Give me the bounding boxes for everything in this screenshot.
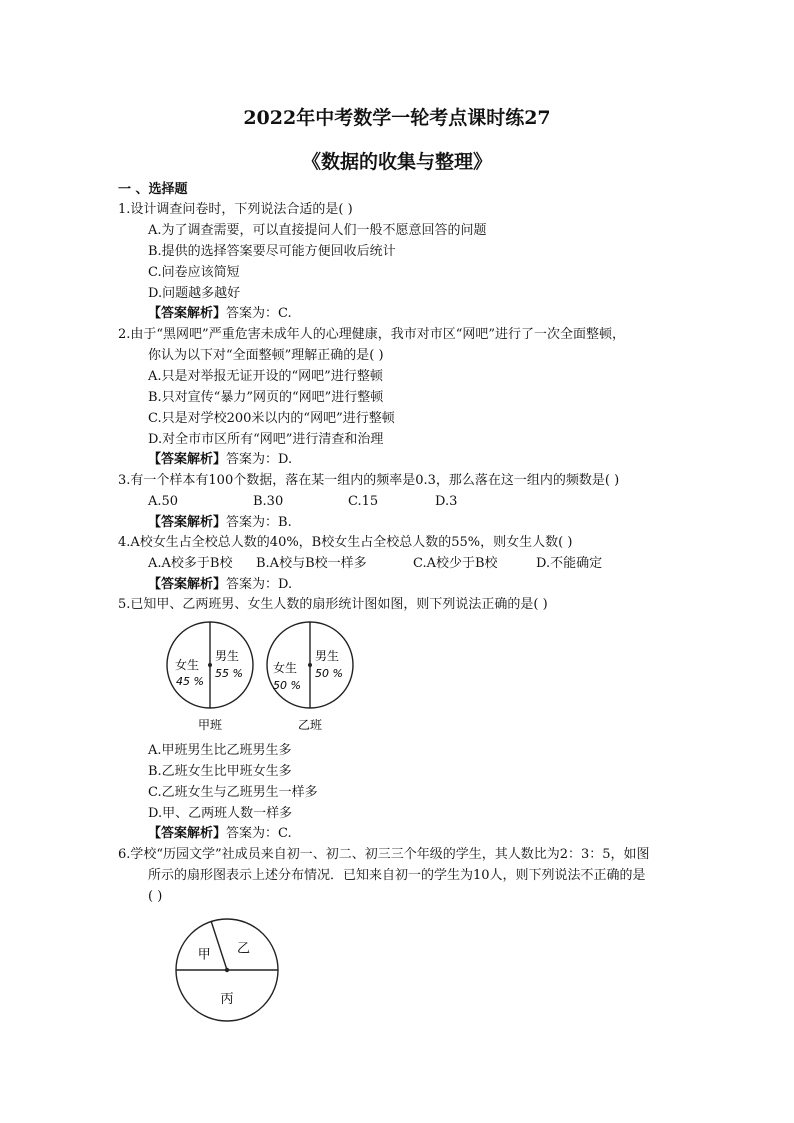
- question-5-option-d: D.甲、乙两班人数一样多: [148, 806, 293, 821]
- pie-label-bing: 丙: [220, 992, 234, 1008]
- question-2-stem: 2.由于“黑网吧”严重危害未成年人的心理健康，我市对市区“网吧”进行了一次全面整顿，: [118, 327, 625, 342]
- pie-label-girls: 女生: [175, 658, 200, 672]
- question-6-stem: 6.学校“历园文学”社成员来自初一、初二、初三三个年级的学生，其人数比为2：3：5，如图: [118, 847, 650, 862]
- pie-label-yi: 乙: [236, 941, 250, 957]
- question-3-answer: [148, 515, 292, 531]
- question-3-option-d: D.3: [435, 494, 458, 509]
- pie-value-girls: 50 %: [273, 679, 301, 692]
- question-2-option-b: B.只对宣传“暴力”网页的“网吧”进行整顿: [148, 390, 384, 405]
- question-4-answer: [148, 577, 292, 593]
- pie-chart-grades: [170, 915, 285, 1027]
- question-6-stem-cont: 所示的扇形图表示上述分布情况．已知来自初一的学生为10人，则下列说法不正确的是: [148, 868, 646, 883]
- question-6-stem-bracket: ( ): [148, 889, 163, 904]
- answer-text: 答案为：D.: [226, 577, 293, 592]
- question-5-answer: [148, 826, 292, 842]
- answer-text: 答案为：C.: [226, 306, 292, 321]
- question-4-option-c: C.A校少于B校: [413, 556, 498, 571]
- answer-label: 【答案解析】: [148, 515, 227, 530]
- question-5-option-a: A.甲班男生比乙班男生多: [148, 743, 292, 758]
- question-3-option-a: A.50: [148, 494, 179, 509]
- answer-label: 【答案解析】: [148, 452, 227, 467]
- question-2-answer: [148, 452, 292, 468]
- answer-text: 答案为：C.: [226, 826, 292, 841]
- pie-title-yi: 乙班: [298, 718, 323, 732]
- question-1-option-b: B.提供的选择答案要尽可能方便回收后统计: [148, 244, 396, 259]
- answer-label: 【答案解析】: [148, 306, 227, 321]
- question-4-stem: 4.A校女生占全校总人数的40%，B校女生占全校总人数的55%，则女生人数( ): [118, 535, 573, 550]
- answer-label: 【答案解析】: [148, 826, 227, 841]
- pie-value-boys: 55 %: [215, 667, 243, 680]
- question-1-option-c: C.问卷应该简短: [148, 265, 240, 280]
- pie-value-boys: 50 %: [315, 667, 343, 680]
- question-4-option-d: D.不能确定: [536, 556, 603, 571]
- question-5-option-c: C.乙班女生与乙班男生一样多: [148, 785, 318, 800]
- question-1-option-d: D.问题越多越好: [148, 286, 241, 301]
- document-title: 2022年中考数学一轮考点课时练27: [243, 107, 551, 129]
- question-5-option-b: B.乙班女生比甲班女生多: [148, 764, 292, 779]
- pie-label-boys: 男生: [315, 649, 340, 663]
- pie-label-jia: 甲: [197, 947, 211, 963]
- question-2-option-a: A.只是对举报无证开设的“网吧”进行整顿: [148, 369, 383, 384]
- answer-label: 【答案解析】: [148, 577, 227, 592]
- question-3-option-c: C.15: [348, 494, 379, 509]
- pie-chart-yi: [267, 622, 353, 732]
- pie-center: [225, 968, 229, 972]
- question-2-option-c: C.只是对学校200米以内的“网吧”进行整顿: [148, 411, 395, 426]
- answer-text: 答案为：B.: [226, 515, 292, 530]
- section-heading: 一 、选择题: [118, 182, 188, 197]
- question-4-option-a: A.A校多于B校: [148, 556, 233, 571]
- pie-center: [308, 663, 312, 667]
- question-3-option-b: B.30: [253, 494, 284, 509]
- pie-chart-jia: [167, 622, 253, 732]
- question-1-option-a: A.为了调查需要，可以直接提问人们一般不愿意回答的问题: [148, 223, 487, 238]
- question-3-stem: 3.有一个样本有100个数据，落在某一组内的频率是0.3，那么落在这一组内的频数是( ): [118, 473, 620, 488]
- question-4-option-b: B.A校与B校一样多: [256, 556, 367, 571]
- pie-charts-figure: [160, 615, 370, 740]
- pie-label-boys: 男生: [215, 649, 240, 663]
- question-2-option-d: D.对全市市区所有“网吧”进行清查和治理: [148, 432, 384, 447]
- pie-title-jia: 甲班: [198, 718, 223, 732]
- pie-value-girls: 45 %: [176, 675, 204, 688]
- document-subtitle: 《数据的收集与整理》: [301, 151, 492, 173]
- pie-label-girls: 女生: [273, 661, 298, 675]
- question-1-stem: 1.设计调查问卷时，下列说法合适的是( ): [118, 202, 353, 217]
- pie-center: [208, 663, 212, 667]
- pie-slice-boundary: [211, 922, 227, 971]
- question-5-stem: 5.已知甲、乙两班男、女生人数的扇形统计图如图，则下列说法正确的是( ): [118, 597, 548, 612]
- question-2-stem-cont: 你认为以下对“全面整顿”理解正确的是( ): [148, 348, 384, 363]
- answer-text: 答案为：D.: [226, 452, 293, 467]
- question-1-answer: [148, 306, 292, 322]
